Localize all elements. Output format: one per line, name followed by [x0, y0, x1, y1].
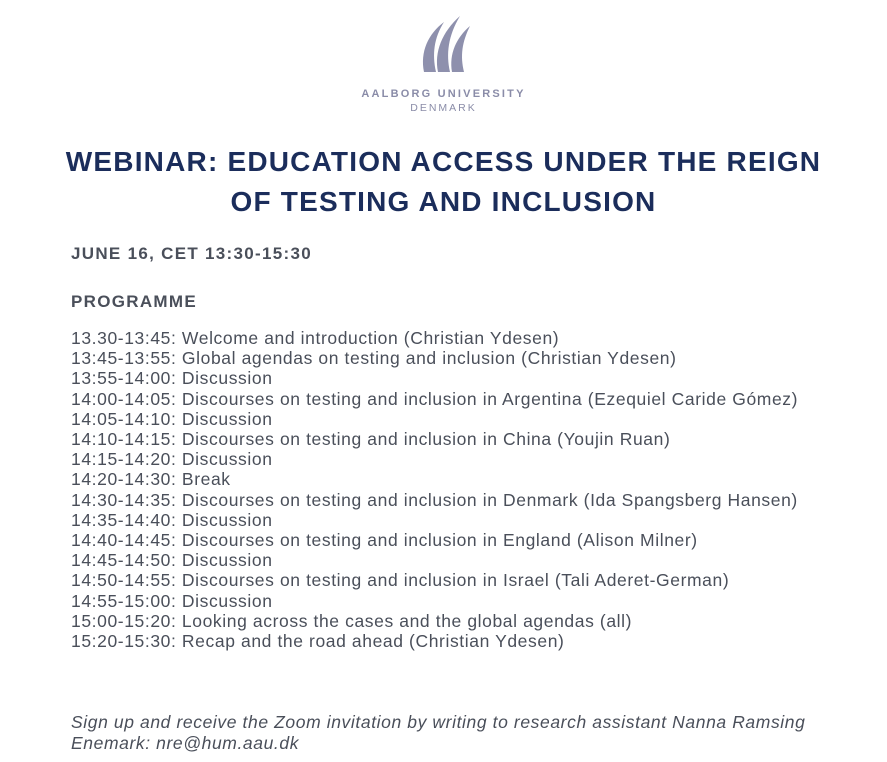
programme-item: 14:00-14:05: Discourses on testing and inclusion in Argentina (Ezequiel Caride Gómez) — [71, 388, 799, 409]
programme-item: 14:55-15:00: Discussion — [71, 590, 273, 611]
programme-item: 14:50-14:55: Discourses on testing and inclusion in Israel (Tali Aderet-German) — [71, 570, 730, 591]
programme-item: 13:45-13:55: Global agendas on testing and inclusion (Christian Ydesen) — [71, 348, 677, 369]
programme-item: 14:15-14:20: Discussion — [71, 449, 273, 470]
programme-item: 15:00-15:20: Looking across the cases and the global agendas (all) — [71, 610, 633, 631]
programme-item: 15:20-15:30: Recap and the road ahead (Christian Ydesen) — [71, 631, 565, 652]
programme-heading: PROGRAMME — [71, 292, 197, 311]
programme-item: 13.30-13:45: Welcome and introduction (Christian Ydesen) — [71, 328, 560, 348]
university-logo — [0, 12, 887, 114]
programme-item: 13:55-14:00: Discussion — [71, 368, 273, 389]
webinar-date: JUNE 16, CET 13:30-15:30 — [71, 244, 312, 263]
programme-item: 14:40-14:45: Discourses on testing and inclusion in England (Alison Milner) — [71, 530, 698, 551]
logo-university-name: AALBORG UNIVERSITY — [361, 88, 526, 100]
webinar-title: WEBINAR: EDUCATION ACCESS UNDER THE REIGN OF TESTING AND INCLUSION — [65, 146, 822, 217]
programme-item: 14:05-14:10: Discussion — [71, 408, 273, 429]
programme-list — [71, 328, 821, 651]
programme-item: 14:45-14:50: Discussion — [71, 550, 273, 571]
programme-item: 14:20-14:30: Break — [71, 469, 231, 490]
programme-item: 14:10-14:15: Discourses on testing and inclusion in China (Youjin Ruan) — [71, 429, 671, 450]
signup-instructions: Sign up and receive the Zoom invitation by writing to research assistant Nanna Ramsing Enemark: nre@hum.aau.dk — [71, 712, 806, 753]
aalborg-university-logo-icon — [414, 12, 474, 74]
programme-item: 14:35-14:40: Discussion — [71, 509, 273, 530]
logo-country: DENMARK — [410, 102, 477, 114]
programme-item: 14:30-14:35: Discourses on testing and inclusion in Denmark (Ida Spangsberg Hansen) — [71, 489, 798, 510]
